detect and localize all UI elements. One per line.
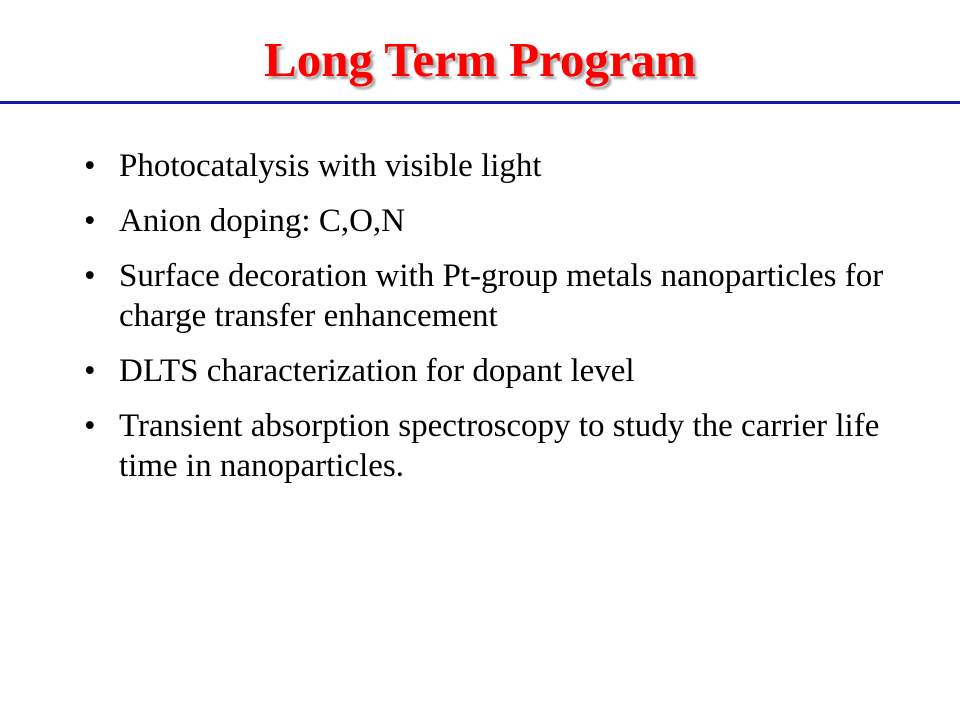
bullet-text: Photocatalysis with visible light	[119, 148, 542, 184]
bullet-dot-icon: •	[84, 203, 96, 239]
bullet-item	[84, 201, 924, 241]
bullet-text: Anion doping: C,O,N	[119, 203, 406, 239]
bullet-text: Transient absorption spectroscopy to study the carrier life time in nanoparticles.	[119, 408, 880, 484]
bullet-dot-icon: •	[84, 148, 96, 184]
bullet-item	[84, 351, 924, 391]
slide-title: Long Term Program	[264, 32, 696, 87]
bullet-dot-icon: •	[84, 353, 96, 389]
title-underline	[0, 101, 960, 104]
bullet-text: Surface decoration with Pt-group metals nanoparticles for charge transfer enhancement	[119, 258, 884, 334]
bullet-item	[84, 256, 924, 336]
bullet-item	[84, 406, 924, 486]
bullet-item	[84, 146, 924, 186]
bullet-dot-icon: •	[84, 258, 96, 294]
bullet-list	[84, 146, 924, 501]
bullet-text: DLTS characterization for dopant level	[119, 353, 635, 389]
bullet-dot-icon: •	[84, 408, 96, 444]
